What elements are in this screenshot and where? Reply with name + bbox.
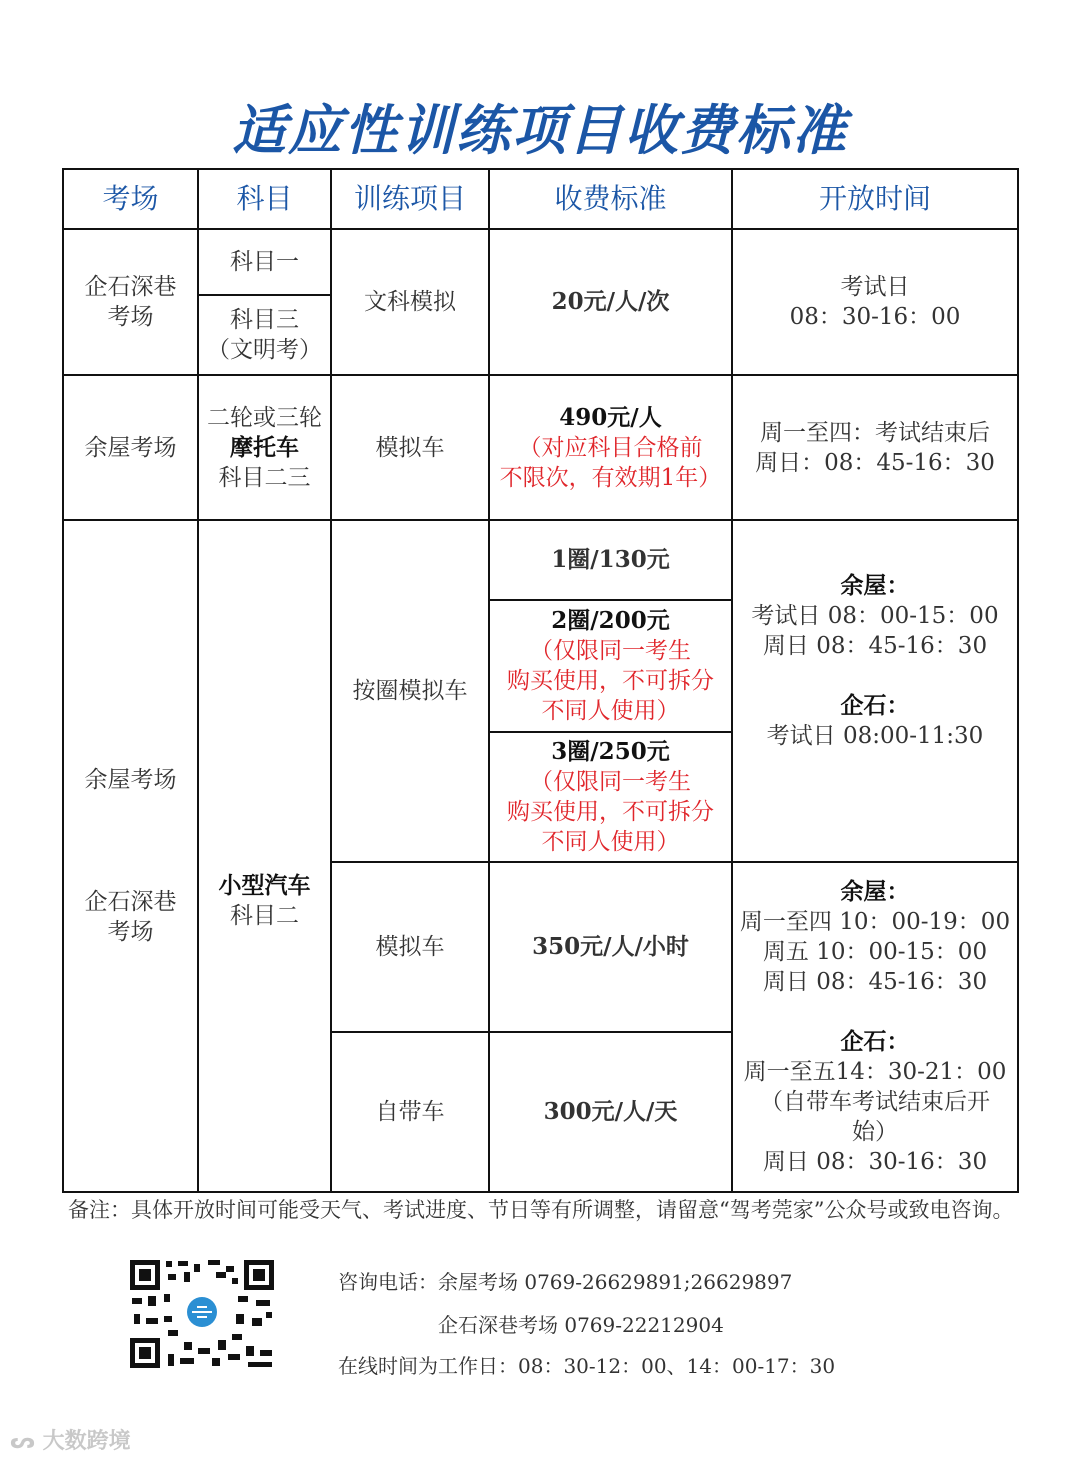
fee-text: 490元/人	[559, 403, 662, 431]
project-cell: 模拟车	[331, 375, 489, 520]
fee-cell: 20元/人/次	[489, 229, 732, 375]
header-fee: 收费标准	[489, 169, 732, 229]
table-row	[63, 375, 1018, 520]
hours-text: 周日 08：30-16：30	[762, 1149, 988, 1175]
fee-table	[62, 168, 1019, 1193]
hours-cell	[732, 375, 1018, 520]
venue-cell: 余屋考场	[63, 375, 198, 520]
subject-text: 摩托车	[230, 433, 299, 461]
hours-text: 08：30-16：00	[789, 304, 961, 330]
hours-text: 考试日 08:00-11:30	[766, 723, 984, 749]
watermark-logo-icon: ᔕ	[10, 1429, 35, 1454]
fee-cell	[489, 600, 732, 732]
fee-cell	[489, 375, 732, 520]
hours-text: 周五 10：00-15：00	[762, 939, 988, 965]
fee-text: 3圈/250元	[551, 738, 670, 765]
subject-text: 二轮或三轮	[207, 404, 322, 431]
project-cell: 按圈模拟车	[331, 520, 489, 862]
hours-text: 周一至五14：30-21：00	[743, 1059, 1007, 1085]
hours-cell	[732, 862, 1018, 1192]
project-cell: 文科模拟	[331, 229, 489, 375]
hours-text: 始）	[852, 1119, 898, 1145]
subject-text: 科目三	[230, 307, 299, 333]
hours-text: 周日：08：45-16：30	[755, 449, 995, 476]
watermark-text: 大数跨境	[42, 1429, 131, 1454]
fee-note: （仅限同一考生	[530, 638, 691, 664]
hours-text: 考试日 08：00-15：00	[751, 603, 999, 629]
venue-text: 考场	[107, 919, 154, 945]
fee-note: 不同人使用）	[541, 698, 680, 724]
table-row	[63, 520, 1018, 600]
fee-cell: 350元/人/小时	[489, 862, 732, 1032]
fee-note: 购买使用，不可拆分	[507, 668, 714, 694]
venue-text: 考场	[107, 304, 154, 330]
fee-note: （对应科目合格前	[518, 434, 703, 461]
venue-cell	[63, 229, 198, 375]
header-project: 训练项目	[331, 169, 489, 229]
contact-phone-yuwu: 咨询电话：余屋考场 0769-26629891;26629897	[338, 1270, 793, 1294]
page-title: 适应性训练项目收费标准	[232, 99, 848, 162]
subject-cell	[198, 375, 331, 520]
hours-heading: 企石：	[840, 1028, 910, 1055]
hours-text: 周一至四：考试结束后	[760, 419, 990, 446]
fee-text: 2圈/200元	[551, 607, 670, 634]
hours-text: （自带车考试结束后开	[760, 1089, 990, 1115]
venue-text: 余屋考场	[84, 767, 177, 793]
watermark	[10, 1424, 131, 1455]
project-cell: 模拟车	[331, 862, 489, 1032]
subject-text: 小型汽车	[218, 872, 311, 899]
project-cell: 自带车	[331, 1032, 489, 1192]
footnote: 备注：具体开放时间可能受天气、考试进度、节日等有所调整，请留意“驾考莞家”公众号或致电咨询。	[68, 1198, 1014, 1222]
fee-note: 不限次，有效期1年）	[499, 464, 722, 491]
venue-text: 企石深巷	[84, 274, 177, 300]
subject-cell	[198, 520, 331, 1192]
venue-cell	[63, 520, 198, 1192]
hours-text: 周日 08：45-16：30	[762, 633, 988, 659]
hours-cell	[732, 520, 1018, 862]
subject-text: 科目二三	[218, 464, 311, 491]
fee-note: 不同人使用）	[541, 829, 680, 855]
header-hours: 开放时间	[732, 169, 1018, 229]
fee-cell	[489, 732, 732, 862]
header-venue: 考场	[63, 169, 198, 229]
fee-note: 购买使用，不可拆分	[507, 799, 714, 825]
hours-heading: 余屋：	[840, 878, 910, 905]
contact-phone-qishi: 企石深巷考场 0769-22212904	[438, 1313, 724, 1337]
subject-cell	[198, 295, 331, 375]
qr-code-icon	[128, 1258, 276, 1370]
fee-cell: 300元/人/天	[489, 1032, 732, 1192]
fee-cell: 1圈/130元	[489, 520, 732, 600]
subject-cell: 科目一	[198, 229, 331, 295]
hours-text: 周一至四 10：00-19：00	[739, 909, 1011, 935]
hours-text: 周日 08：45-16：30	[762, 969, 988, 995]
hours-text: 考试日	[840, 274, 910, 300]
hours-heading: 余屋：	[840, 572, 910, 599]
contact-hours: 在线时间为工作日：08：30-12：00、14：00-17：30	[338, 1354, 836, 1378]
venue-text: 企石深巷	[84, 889, 177, 915]
table-header-row	[63, 169, 1018, 229]
fee-note: （仅限同一考生	[530, 769, 691, 795]
header-subject: 科目	[198, 169, 331, 229]
table-row	[63, 229, 1018, 295]
subject-text: （文明考）	[207, 337, 322, 363]
hours-heading: 企石：	[840, 692, 910, 719]
hours-cell	[732, 229, 1018, 375]
subject-text: 科目二	[230, 903, 299, 929]
